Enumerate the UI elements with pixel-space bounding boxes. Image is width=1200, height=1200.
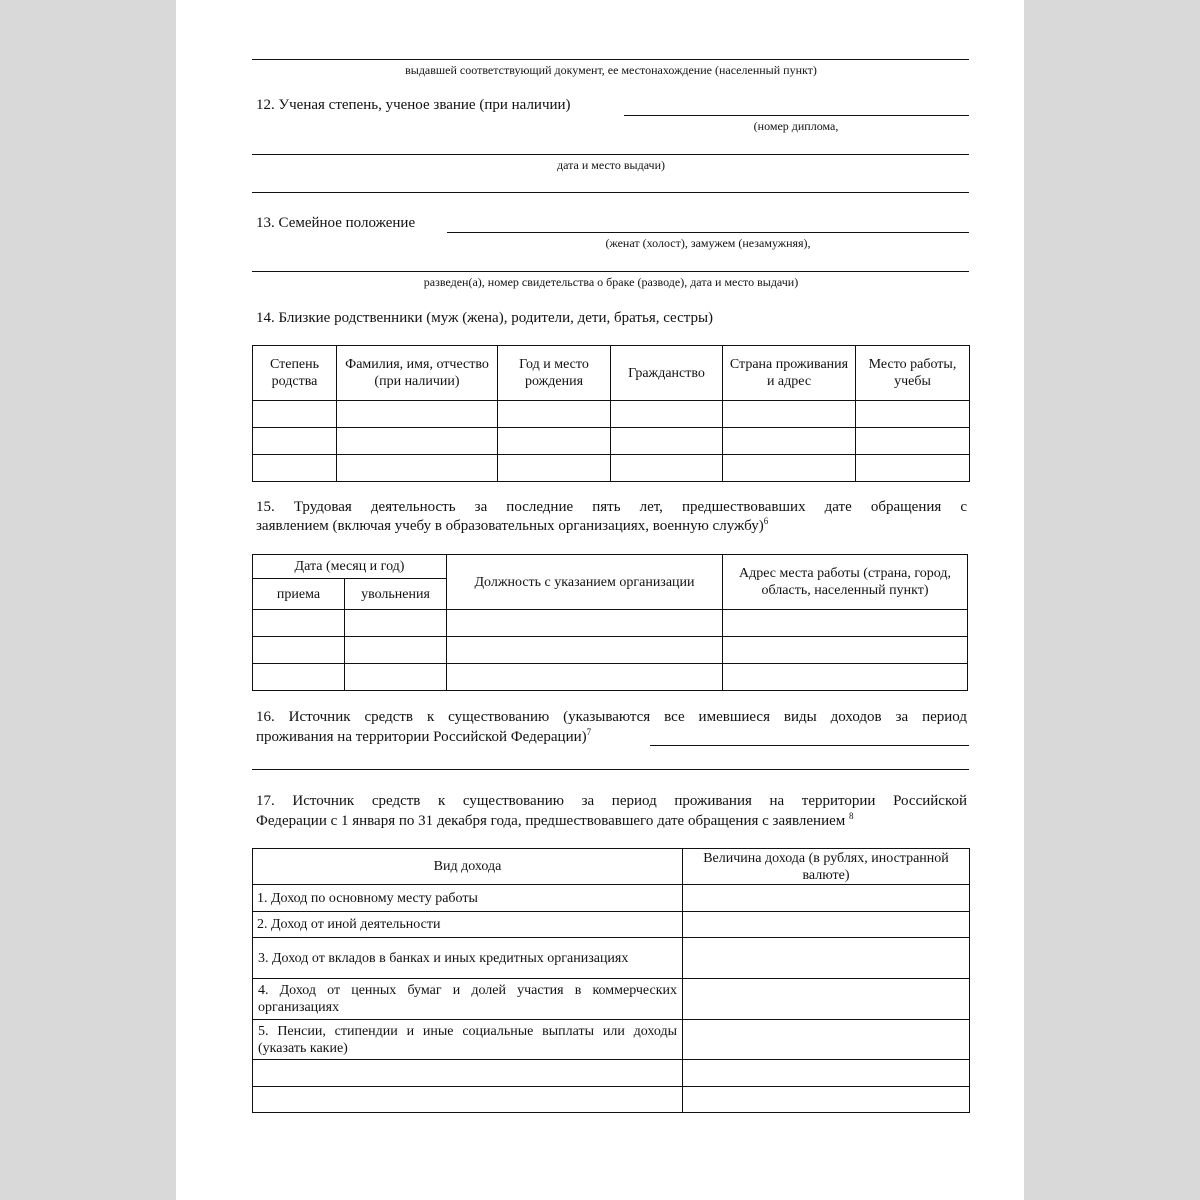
- section-16-label-line2: [256, 728, 591, 747]
- table-row: [253, 1020, 970, 1060]
- table-cell[interactable]: [253, 664, 345, 691]
- header-hire-date: приема: [253, 579, 345, 610]
- marital-status-caption: (женат (холост), замужем (незамужняя),: [605, 236, 811, 250]
- income-type-cell[interactable]: [253, 1087, 683, 1113]
- table-row: [253, 912, 970, 938]
- header-citizenship: Гражданство: [611, 346, 723, 401]
- document-page: [176, 0, 1024, 1200]
- organization-caption: выдавшей соответствующий документ, ее местонахождение (населенный пункт): [405, 63, 817, 77]
- table-cell[interactable]: [856, 428, 970, 455]
- table-cell[interactable]: [253, 455, 337, 482]
- income-sources-field[interactable]: [650, 745, 969, 746]
- income-type-cell: 1. Доход по основному месту работы: [253, 885, 683, 912]
- table-cell[interactable]: [253, 637, 345, 664]
- income-amount-cell[interactable]: [683, 979, 970, 1020]
- footnote-6: 6: [763, 516, 769, 526]
- diploma-issue-caption: дата и место выдачи): [556, 158, 666, 172]
- table-cell[interactable]: [498, 455, 611, 482]
- table-cell[interactable]: [611, 401, 723, 428]
- section-17-label-line2: [256, 812, 854, 831]
- table-cell[interactable]: [447, 637, 723, 664]
- table-cell[interactable]: [723, 664, 968, 691]
- employment-header-row: [253, 555, 968, 579]
- table-cell[interactable]: [723, 610, 968, 637]
- table-row: [253, 610, 968, 637]
- table-cell[interactable]: [723, 401, 856, 428]
- table-cell[interactable]: [345, 637, 447, 664]
- relatives-header-row: [253, 346, 970, 401]
- header-work-address: Адрес места работы (страна, город, область, населенный пункт): [723, 555, 968, 610]
- header-dismissal-date: увольнения: [345, 579, 447, 610]
- table-row: [253, 401, 970, 428]
- table-cell[interactable]: [337, 401, 498, 428]
- table-cell[interactable]: [611, 428, 723, 455]
- table-row: [253, 455, 970, 482]
- income-amount-cell[interactable]: [683, 912, 970, 938]
- table-row: [253, 885, 970, 912]
- income-amount-cell[interactable]: [683, 1060, 970, 1087]
- header-birth: Год и место рождения: [498, 346, 611, 401]
- table-row: [253, 664, 968, 691]
- income-amount-cell[interactable]: [683, 1020, 970, 1060]
- section-13-label: 13. Семейное положение: [256, 215, 416, 231]
- table-cell[interactable]: [337, 428, 498, 455]
- marital-status-field[interactable]: [447, 232, 969, 233]
- header-income-amount: Величина дохода (в рублях, иностранной валюте): [683, 849, 970, 885]
- organization-field-line[interactable]: [252, 59, 969, 60]
- table-row: [253, 979, 970, 1020]
- table-cell[interactable]: [253, 610, 345, 637]
- table-cell[interactable]: [345, 664, 447, 691]
- footnote-8: 8: [849, 811, 854, 821]
- income-amount-cell[interactable]: [683, 885, 970, 912]
- income-table: [252, 848, 970, 1113]
- table-cell[interactable]: [447, 664, 723, 691]
- employment-table: [252, 554, 968, 691]
- table-cell[interactable]: [253, 401, 337, 428]
- table-cell[interactable]: [856, 455, 970, 482]
- academic-degree-field[interactable]: [624, 115, 969, 116]
- income-header-row: [253, 849, 970, 885]
- header-workplace: Место работы, учебы: [856, 346, 970, 401]
- table-row: [253, 637, 968, 664]
- section-14-label: 14. Близкие родственники (муж (жена), родители, дети, братья, сестры): [256, 310, 714, 326]
- income-type-cell: 5. Пенсии, стипендии и иные социальные выплаты или доходы (указать какие): [253, 1020, 683, 1060]
- table-cell[interactable]: [723, 455, 856, 482]
- income-type-cell: 4. Доход от ценных бумаг и долей участия в коммерческих организациях: [253, 979, 683, 1020]
- section-15-label-line1: 15. Трудовая деятельность за последние пять лет, предшествовавших дате обращения с: [256, 499, 967, 515]
- marriage-certificate-field[interactable]: [252, 271, 969, 272]
- header-kinship: Степень родства: [253, 346, 337, 401]
- table-row: [253, 1087, 970, 1113]
- table-cell[interactable]: [856, 401, 970, 428]
- section-15-label-line2: [256, 517, 768, 536]
- header-full-name: Фамилия, имя, отчество (при наличии): [337, 346, 498, 401]
- table-row: [253, 428, 970, 455]
- table-cell[interactable]: [611, 455, 723, 482]
- table-cell[interactable]: [345, 610, 447, 637]
- section-17-label-text: Федерации с 1 января по 31 декабря года, предшествовавшего дате обращения с заявлением: [256, 813, 846, 829]
- section-15-label-text: заявлением (включая учебу в образовательных организациях, военную службу): [256, 518, 764, 534]
- table-cell[interactable]: [498, 428, 611, 455]
- section-16-label-line1: 16. Источник средств к существованию (указываются все имевшиеся виды доходов за период: [256, 709, 967, 725]
- income-amount-cell[interactable]: [683, 1087, 970, 1113]
- footnote-7: 7: [586, 727, 592, 737]
- table-cell[interactable]: [498, 401, 611, 428]
- section-16-label-text: проживания на территории Российской Федерации): [256, 729, 587, 745]
- relatives-table: [252, 345, 970, 482]
- diploma-number-caption: (номер диплома,: [753, 119, 839, 133]
- section-17-label-line1: 17. Источник средств к существованию за период проживания на территории Российской: [256, 793, 967, 809]
- income-amount-cell[interactable]: [683, 938, 970, 979]
- table-cell[interactable]: [447, 610, 723, 637]
- section-12-label: 12. Ученая степень, ученое звание (при наличии): [256, 97, 571, 113]
- table-cell[interactable]: [723, 428, 856, 455]
- table-cell[interactable]: [723, 637, 968, 664]
- table-cell[interactable]: [253, 428, 337, 455]
- marriage-certificate-caption: разведен(а), номер свидетельства о браке (разводе), дата и место выдачи): [423, 275, 799, 289]
- header-income-type: Вид дохода: [253, 849, 683, 885]
- header-date: Дата (месяц и год): [253, 555, 447, 579]
- income-type-cell: 3. Доход от вкладов в банках и иных кредитных организациях: [253, 938, 683, 979]
- income-type-cell[interactable]: [253, 1060, 683, 1087]
- header-country-address: Страна проживания и адрес: [723, 346, 856, 401]
- diploma-issue-field[interactable]: [252, 192, 969, 193]
- form-content: [176, 0, 1024, 1200]
- table-cell[interactable]: [337, 455, 498, 482]
- income-type-cell: 2. Доход от иной деятельности: [253, 912, 683, 938]
- income-sources-field-continued[interactable]: [252, 769, 969, 770]
- table-row: [253, 938, 970, 979]
- diploma-details-field[interactable]: [252, 154, 969, 155]
- table-row: [253, 1060, 970, 1087]
- header-position: Должность с указанием организации: [447, 555, 723, 610]
